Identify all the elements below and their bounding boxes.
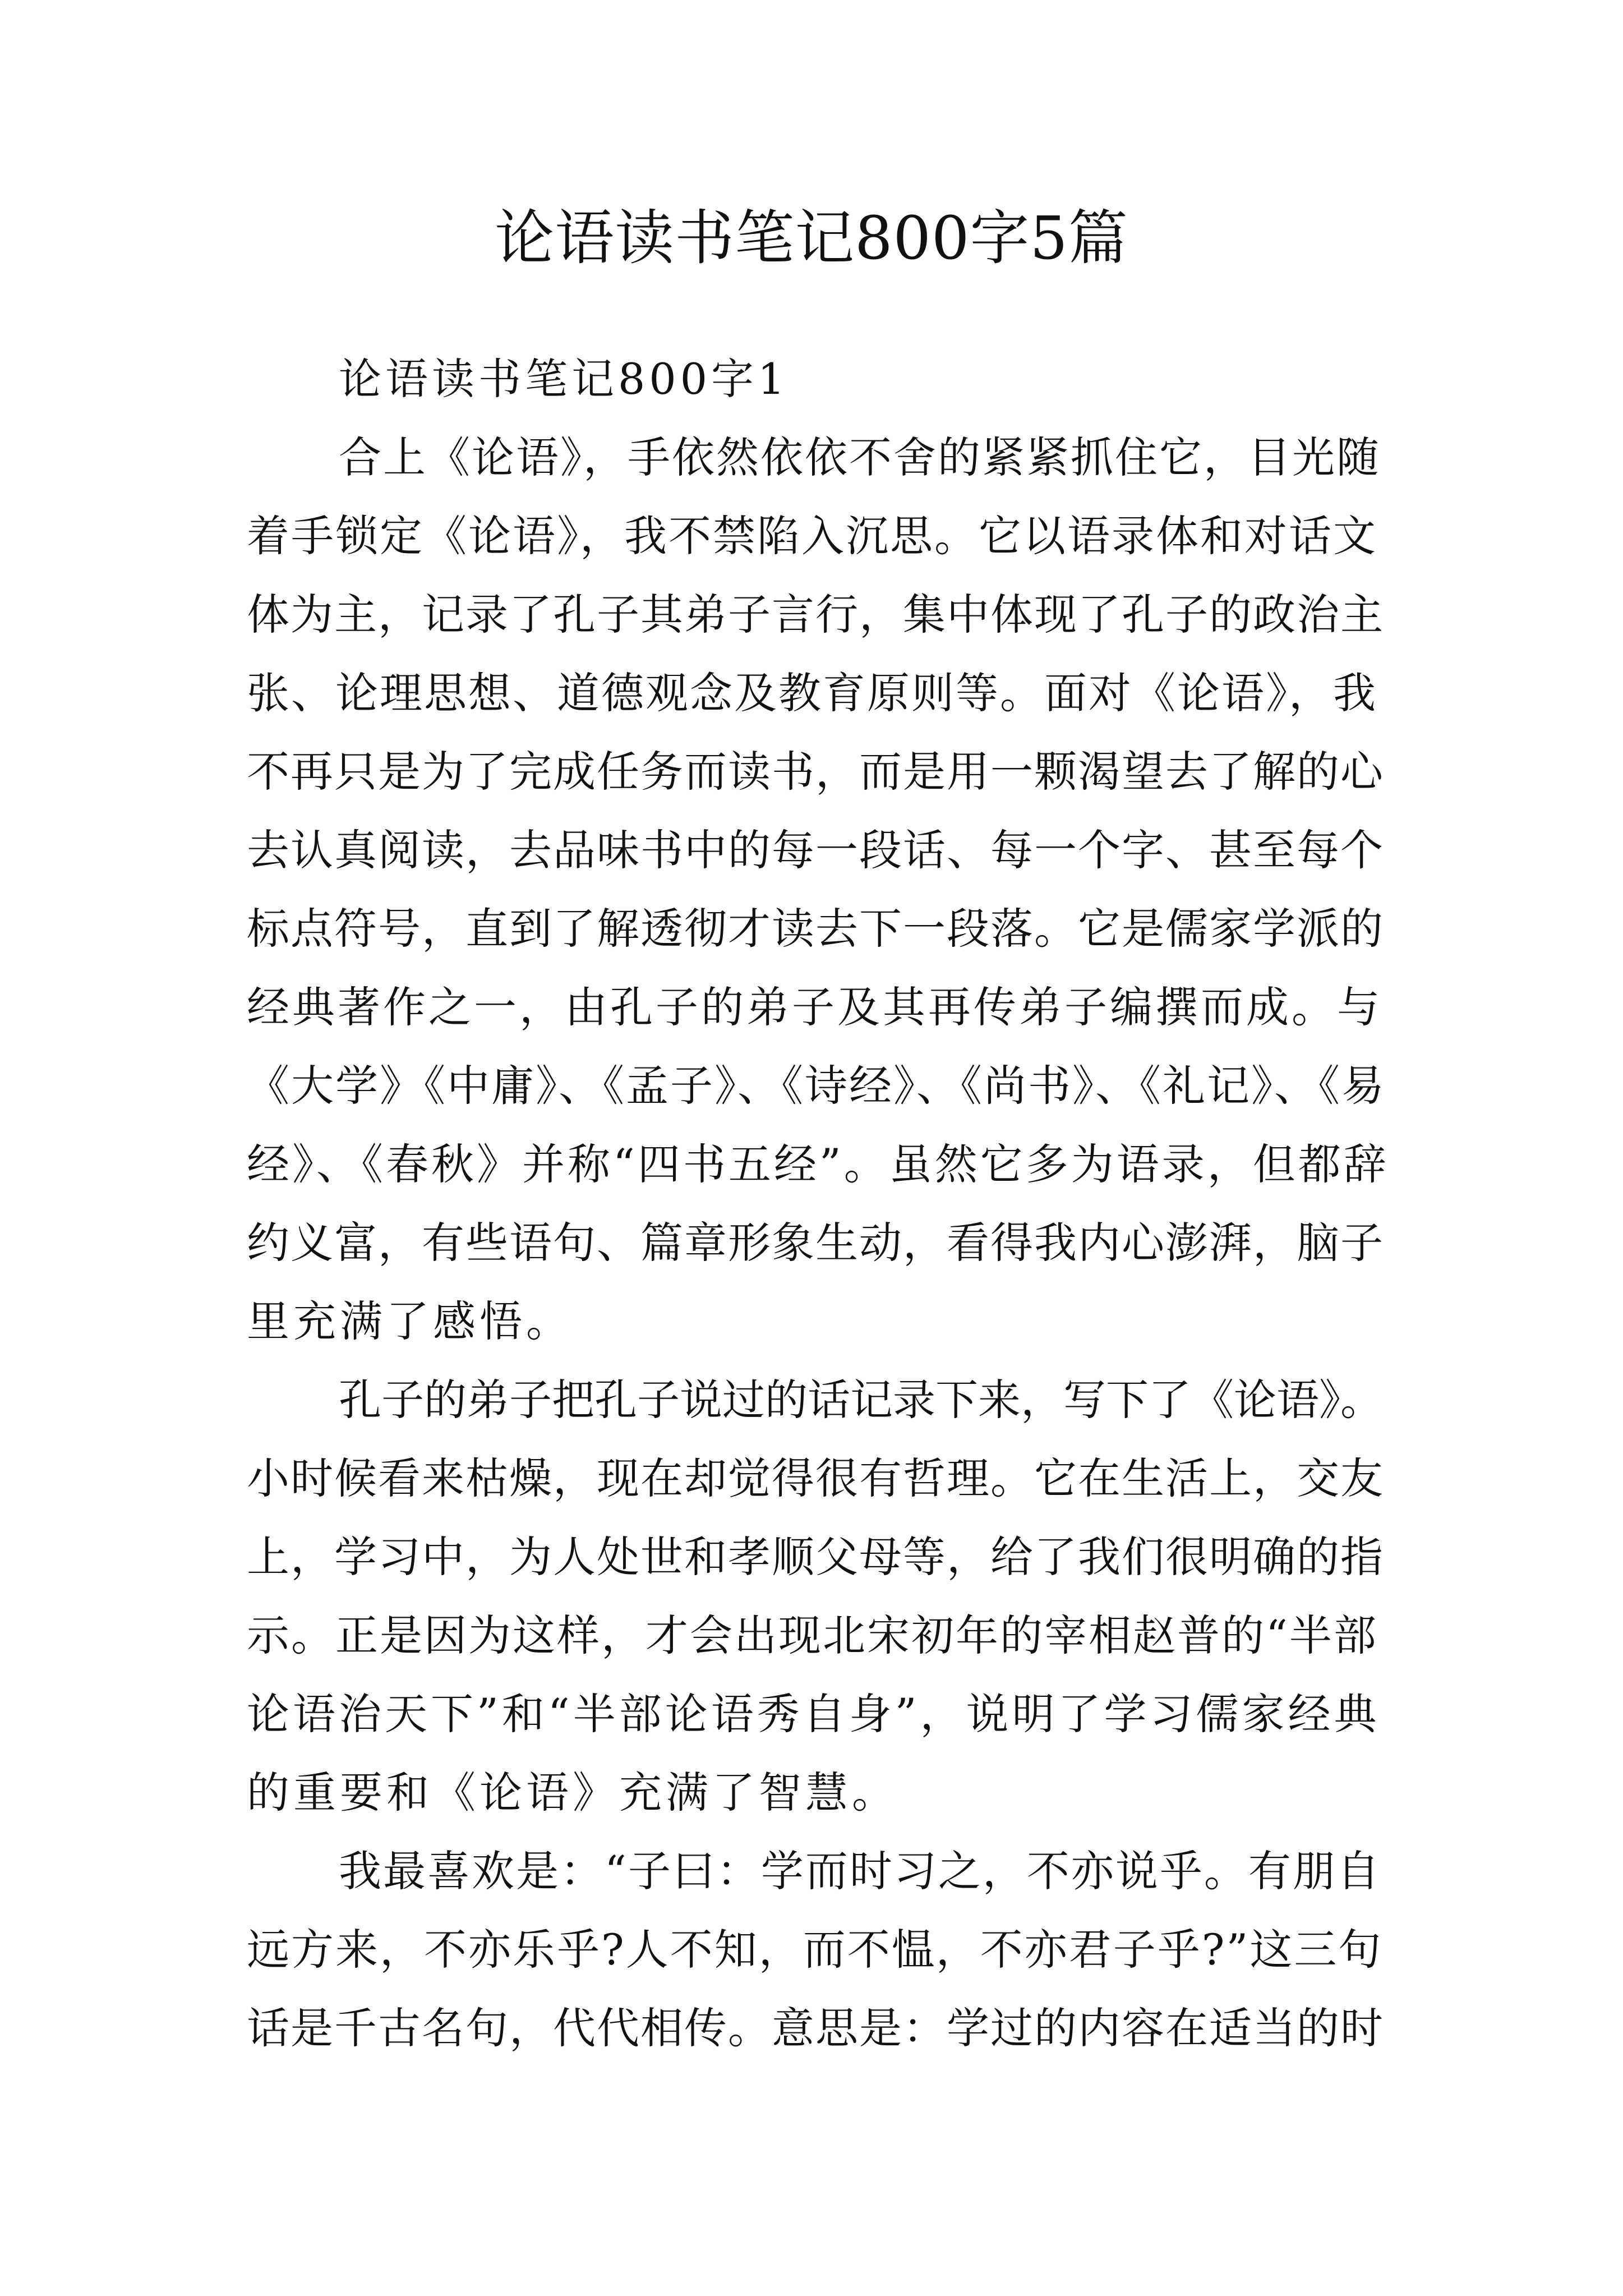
- text-line: 张、论理思想、道德观念及教育原则等。面对《论语》，我: [247, 668, 1377, 718]
- text-line: 示。正是因为这样，才会出现北宋初年的宰相赵普的“半部: [247, 1611, 1378, 1660]
- text-line: 里充满了感悟。: [247, 1296, 573, 1346]
- text-line: 论语治天下”和“半部论语秀自身”，说明了学习儒家经典: [247, 1689, 1380, 1739]
- document-title: 论语读书笔记800字5篇: [495, 204, 1128, 273]
- document-body: [247, 340, 1391, 2068]
- text-line: 标点符号，直到了解透彻才读去下一段落。它是儒家学派的: [247, 904, 1384, 954]
- text-line: 的重要和《论语》充满了智慧。: [247, 1768, 898, 1818]
- text-line: 话是千古名句，代代相传。意思是：学过的内容在适当的时: [247, 2003, 1384, 2053]
- text-line: 论语读书笔记800字1: [339, 354, 789, 404]
- text-line: 体为主，记录了孔子其弟子言行，集中体现了孔子的政治主: [247, 590, 1384, 639]
- text-line: 《大学》《中庸》、《孟子》、《诗经》、《尚书》、《礼记》、《易: [247, 1061, 1386, 1111]
- text-line: 约义富，有些语句、篇章形象生动，看得我内心澎湃，脑子: [247, 1218, 1384, 1268]
- text-line: 上，学习中，为人处世和孝顺父母等，给了我们很明确的指: [247, 1532, 1384, 1582]
- text-line: 合上《论语》，手依然依依不舍的紧紧抓住它，目光随: [339, 432, 1381, 482]
- text-line: 我最喜欢是：“子曰：学而时习之，不亦说乎。有朋自: [339, 1846, 1381, 1896]
- text-line: 远方来，不亦乐乎?人不知，而不愠，不亦君子乎?”这三句: [247, 1925, 1383, 1975]
- text-line: 经》、《春秋》并称“四书五经”。虽然它多为语录，但都辞: [247, 1139, 1389, 1189]
- text-line: 经典著作之一，由孔子的弟子及其再传弟子编撰而成。与: [247, 982, 1382, 1032]
- text-line: 小时候看来枯燥，现在却觉得很有哲理。它在生活上，交友: [247, 1453, 1384, 1503]
- text-line: 去认真阅读，去品味书中的每一段话、每一个字、甚至每个: [247, 825, 1384, 875]
- text-line: 孔子的弟子把孔子说过的话记录下来，写下了《论语》。: [339, 1375, 1383, 1425]
- text-line: 着手锁定《论语》，我不禁陷入沉思。它以语录体和对话文: [247, 511, 1377, 561]
- text-line: 不再只是为了完成任务而读书，而是用一颗渴望去了解的心: [247, 747, 1384, 797]
